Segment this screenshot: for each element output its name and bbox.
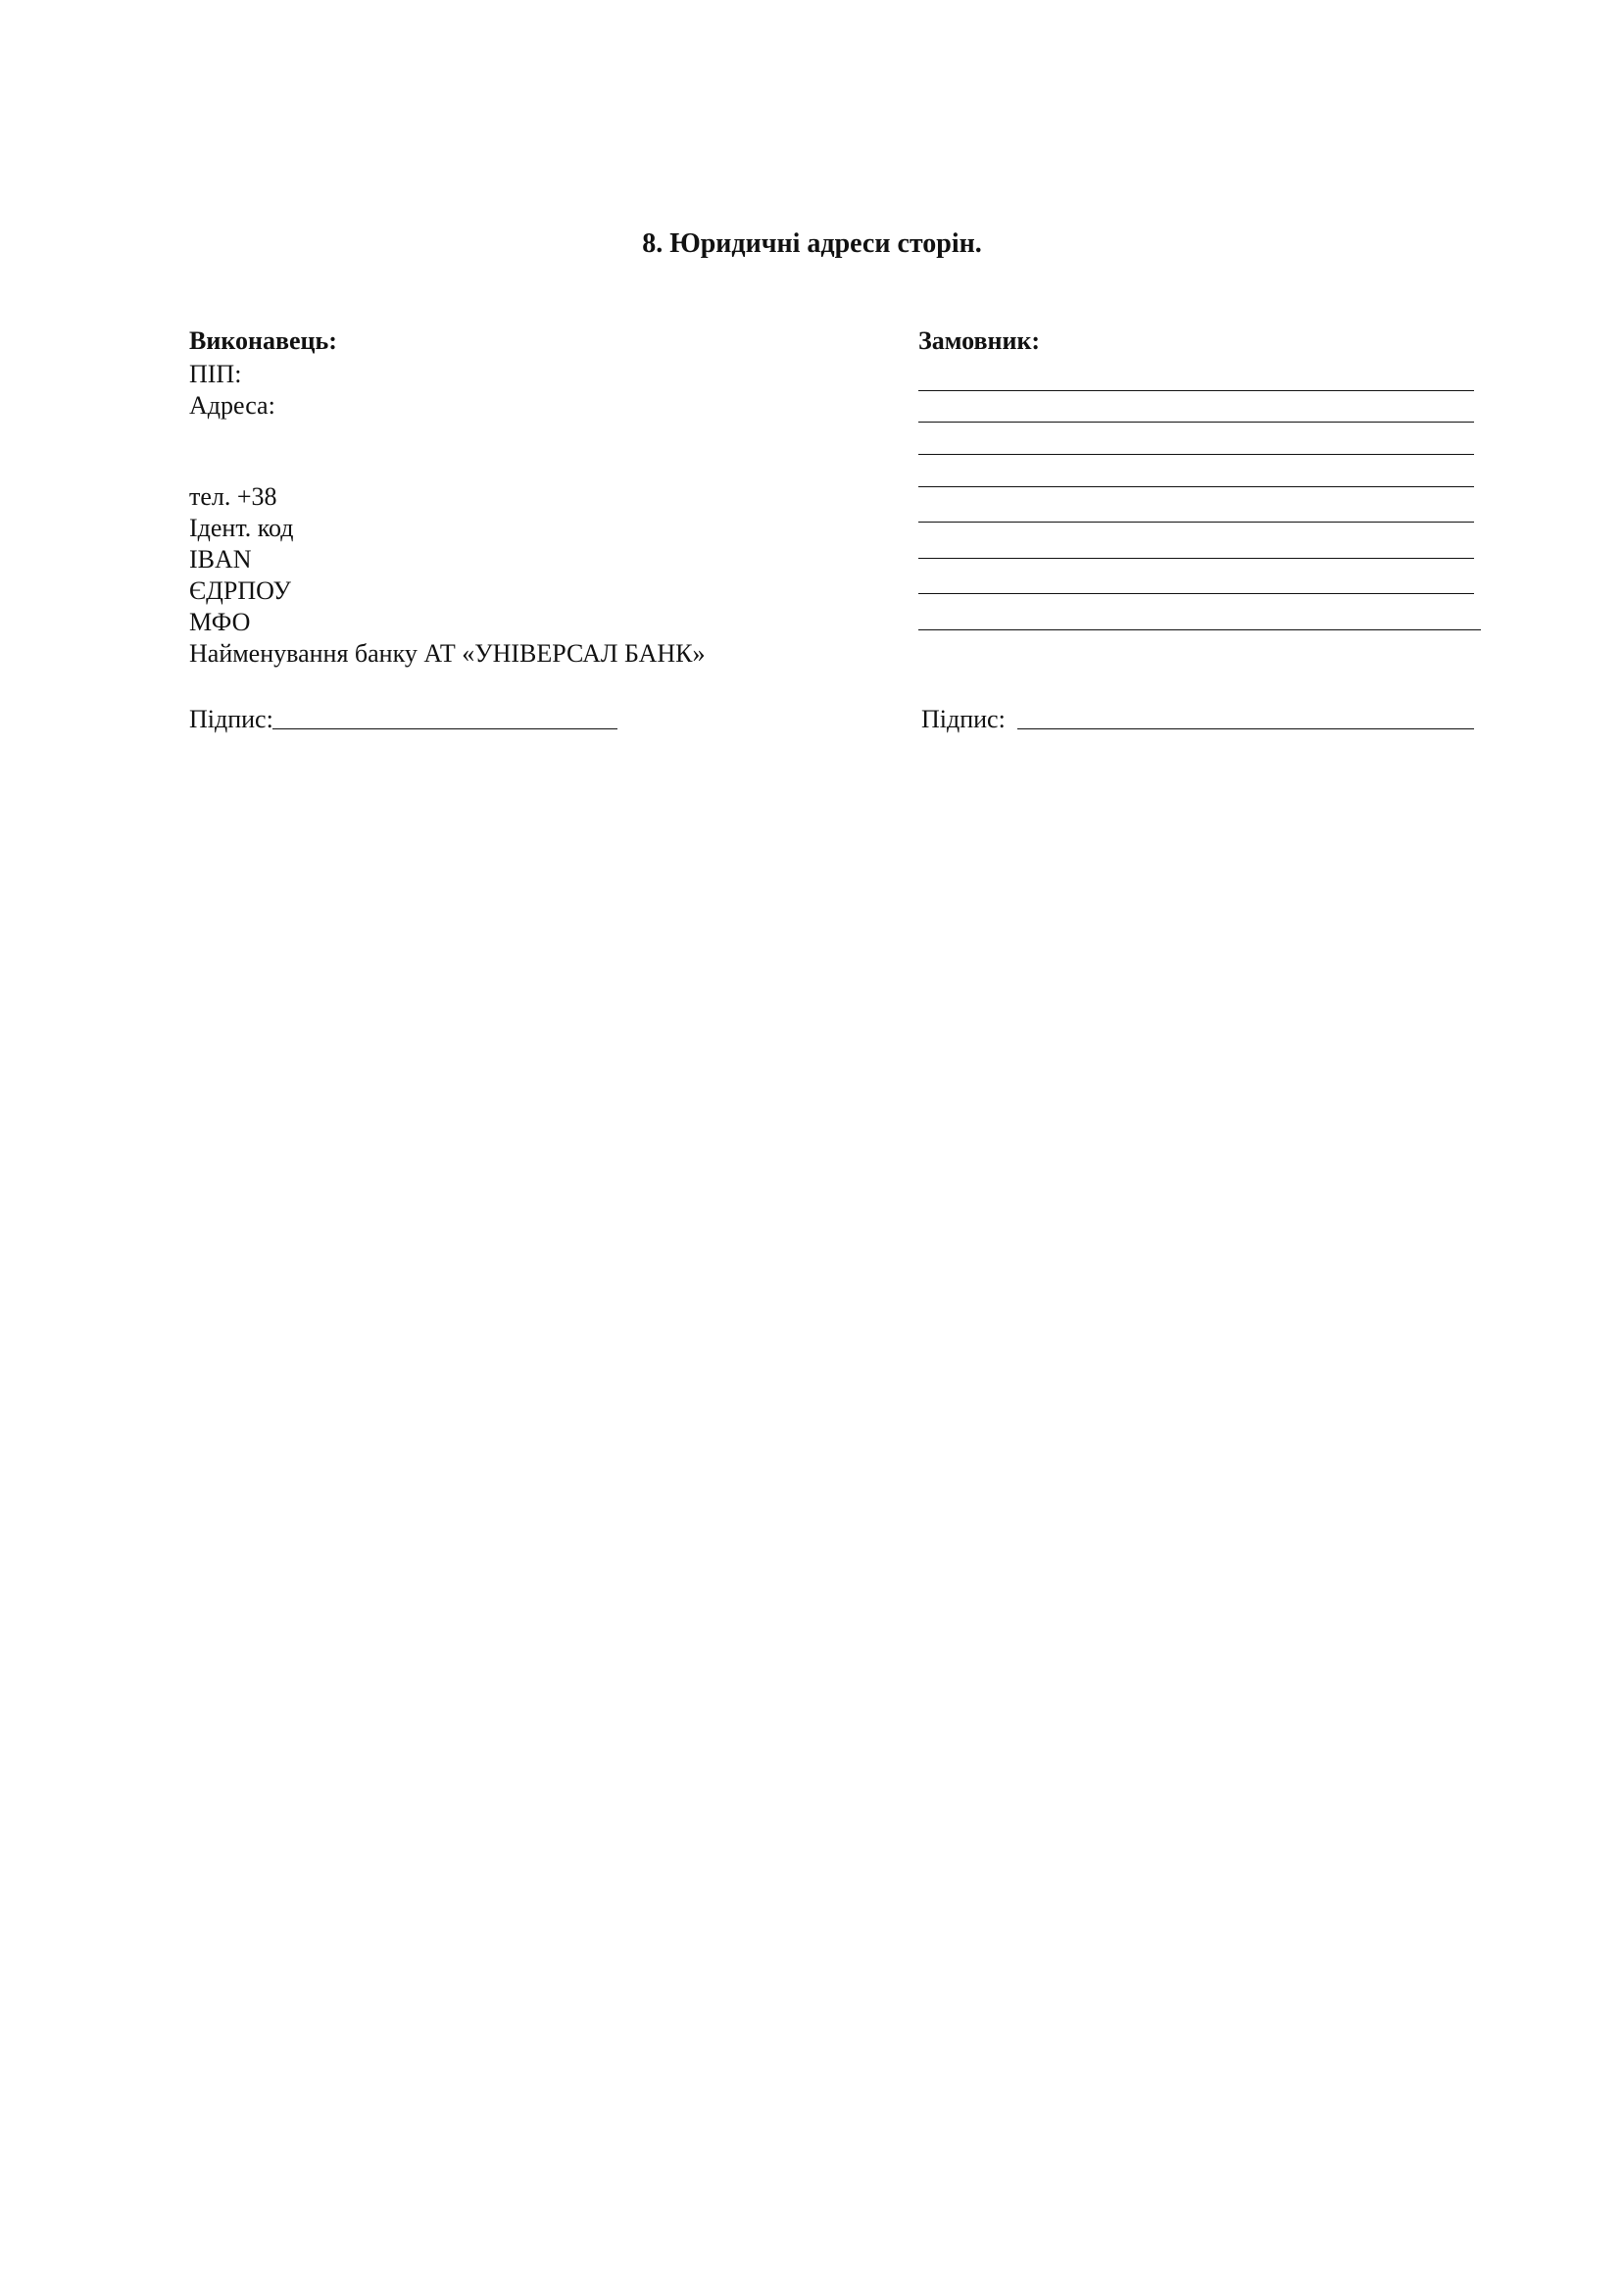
executor-field-phone: тел. +38 [189,482,277,511]
executor-signature-line [272,728,617,729]
executor-heading: Виконавець: [189,326,337,355]
customer-heading: Замовник: [918,326,1041,355]
customer-blank-line [918,390,1474,391]
customer-blank-line [918,486,1474,487]
section-title: 8. Юридичні адреси сторін. [642,228,982,259]
executor-field-edrpou: ЄДРПОУ [189,576,291,605]
customer-blank-line [918,593,1474,594]
executor-column [189,325,738,357]
executor-signature-label: Підпис: [189,705,273,733]
customer-blank-line [918,522,1474,523]
executor-field-iban: IBAN [189,545,252,574]
customer-column [918,325,1487,357]
customer-signature-line [1017,728,1474,729]
executor-field-tax-id: Ідент. код [189,514,294,542]
executor-field-full-name: ПІП: [189,360,242,388]
customer-signature-label: Підпис: [921,705,1006,733]
customer-blank-line [918,454,1474,455]
customer-blank-line [918,558,1474,559]
customer-blank-line [918,422,1474,423]
executor-field-bank-name: Найменування банку АТ «УНІВЕРСАЛ БАНК» [189,639,706,668]
executor-field-address: Адреса: [189,391,275,420]
customer-blank-line [918,629,1481,630]
executor-field-mfo: МФО [189,608,251,636]
